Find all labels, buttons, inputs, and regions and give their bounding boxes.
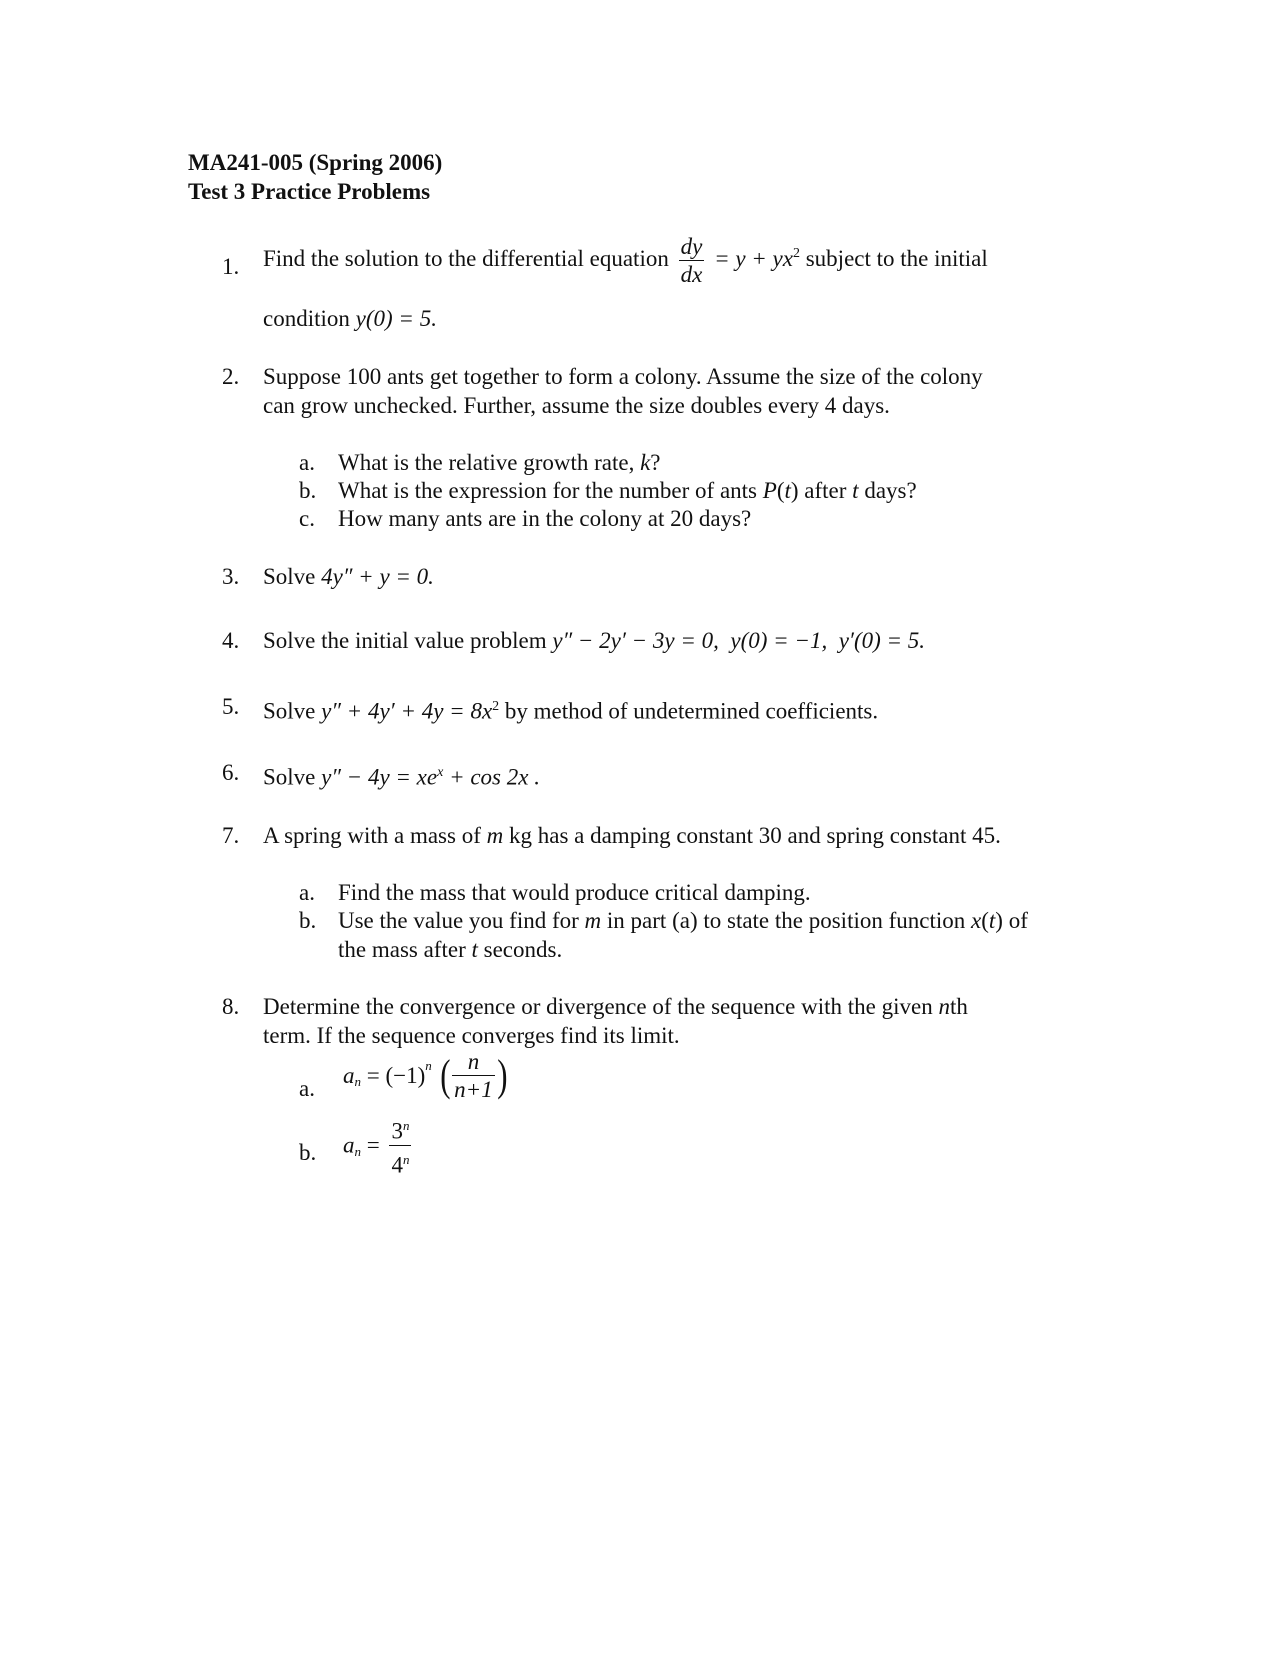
subpart-text: How many ants are in the colony at 20 days? (338, 506, 752, 531)
sequence-term: a (343, 1132, 355, 1158)
subpart-label: c. (299, 506, 315, 531)
problem-7b (299, 906, 1028, 964)
numerator-base: 3 (391, 1118, 403, 1144)
problem-number: 3. (222, 564, 240, 589)
fraction-numerator (389, 1112, 411, 1146)
problem-number: 4. (222, 628, 240, 653)
equation: y″ − 4y = xe (321, 764, 438, 790)
subpart-label: a. (299, 1076, 315, 1101)
subpart-label: b. (299, 908, 317, 933)
problem-8a (299, 1048, 509, 1103)
problem-1 (222, 233, 988, 333)
problem-text-cont: by method of undetermined coefficients. (504, 698, 879, 724)
subpart-label: b. (299, 1140, 317, 1165)
equation: y″ − 2y′ − 3y = 0, y(0) = −1, y′(0) = 5. (552, 628, 926, 653)
variable-m: m (486, 823, 504, 848)
problem-3 (222, 562, 434, 591)
sequence-fraction (452, 1048, 495, 1103)
problem-7a (299, 878, 811, 907)
problem-text: Determine the convergence or divergence of the sequence with the given (263, 994, 933, 1019)
denominator-exponent: n (402, 1151, 410, 1167)
problem-text: Solve (263, 764, 316, 790)
equation: 4y″ + y = 0. (321, 564, 434, 589)
problem-text-cont: subject to the initial (805, 245, 988, 271)
fraction-denominator: n+1 (454, 1077, 493, 1102)
course-title: MA241-005 (Spring 2006) (188, 150, 443, 175)
equals-sign: = (366, 1132, 380, 1158)
paren-open: ( (981, 908, 989, 933)
equation-exponent: 2 (492, 699, 500, 714)
fraction-denominator: dx (680, 262, 703, 287)
subpart-text-line2-end: seconds. (483, 937, 563, 962)
derivative-fraction (679, 233, 705, 288)
problem-text-line2: condition (263, 306, 350, 331)
subpart-text-mid: in part (a) to state the position function (606, 908, 966, 933)
variable-t: t (471, 937, 478, 962)
variable-t: t (988, 908, 996, 933)
subpart-text: What is the expression for the number of ants (338, 478, 757, 503)
left-paren: ( (439, 1050, 450, 1100)
equation: y″ + 4y′ + 4y = 8x (321, 698, 493, 724)
sequence-index: n (354, 1143, 361, 1159)
problem-text-line1: Suppose 100 ants get together to form a colony. Assume the size of the colony (263, 364, 983, 389)
variable-x: x (971, 908, 982, 933)
denominator-base: 4 (391, 1152, 403, 1178)
subpart-label: a. (299, 880, 315, 905)
equation-cont: + cos 2x . (449, 764, 540, 790)
problem-number: 6. (222, 760, 240, 785)
variable-k: k (640, 450, 651, 475)
equation: = (−1) (366, 1063, 426, 1088)
variable-m: m (584, 908, 602, 933)
subpart-text: Use the value you find for (338, 908, 579, 933)
problem-text: Find the solution to the differential equation (263, 245, 669, 271)
problem-text-cont: kg has a damping constant 30 and spring constant 45. (508, 823, 1001, 848)
problem-2a (299, 448, 661, 477)
problem-5 (222, 692, 878, 726)
problem-8 (222, 992, 968, 1050)
problem-number: 7. (222, 823, 240, 848)
sequence-fraction (389, 1112, 411, 1178)
fraction-numerator: dy (680, 234, 703, 259)
right-paren: ) (496, 1050, 508, 1100)
problem-4 (222, 626, 925, 655)
page-title: Test 3 Practice Problems (188, 179, 431, 204)
problem-7 (222, 821, 1001, 850)
problem-2c (299, 504, 751, 533)
problem-number: 5. (222, 694, 240, 719)
initial-condition: y(0) = 5. (355, 306, 437, 331)
problem-2 (222, 362, 983, 420)
subpart-text-mid: ) after (790, 478, 847, 503)
subpart-label: a. (299, 450, 315, 475)
variable-t: t (784, 478, 791, 503)
equation-exponent: n (425, 1058, 432, 1073)
equation-exponent: x (437, 765, 444, 780)
subpart-text-end: ) of (995, 908, 1028, 933)
fraction-denominator (389, 1146, 411, 1179)
problem-number: 1. (222, 254, 240, 279)
variable-P: P (762, 478, 777, 503)
subpart-label: b. (299, 478, 317, 503)
paren-open: ( (776, 478, 785, 503)
problem-8b (299, 1112, 415, 1178)
problem-text: Solve (263, 564, 316, 589)
problem-number: 8. (222, 994, 240, 1019)
subpart-text-end: ? (650, 450, 661, 475)
problem-2b (299, 476, 917, 505)
variable-t: t (852, 478, 859, 503)
fraction-numerator: n (452, 1048, 495, 1076)
subpart-text: What is the relative growth rate, (338, 450, 635, 475)
sequence-term: a (343, 1063, 355, 1088)
problem-text-line2: can grow unchecked. Further, assume the size doubles every 4 days. (263, 393, 890, 418)
variable-n: n (938, 994, 950, 1019)
subpart-text: Find the mass that would produce critical damping. (338, 880, 811, 905)
problem-text-cont: th (949, 994, 968, 1019)
problem-text-line2: term. If the sequence converges find its limit. (263, 1023, 680, 1048)
equation-rhs: = y + yx (714, 245, 793, 271)
problem-text: Solve (263, 698, 316, 724)
problem-number: 2. (222, 364, 240, 389)
sequence-index: n (354, 1074, 361, 1089)
document-header (188, 148, 442, 206)
numerator-exponent: n (402, 1118, 410, 1133)
problem-6 (222, 758, 540, 792)
equation-exponent: 2 (792, 246, 800, 262)
problem-text: A spring with a mass of (263, 823, 481, 848)
subpart-text-end: days? (864, 478, 917, 503)
subpart-text-line2: the mass after (338, 937, 466, 962)
problem-text: Solve the initial value problem (263, 628, 547, 653)
